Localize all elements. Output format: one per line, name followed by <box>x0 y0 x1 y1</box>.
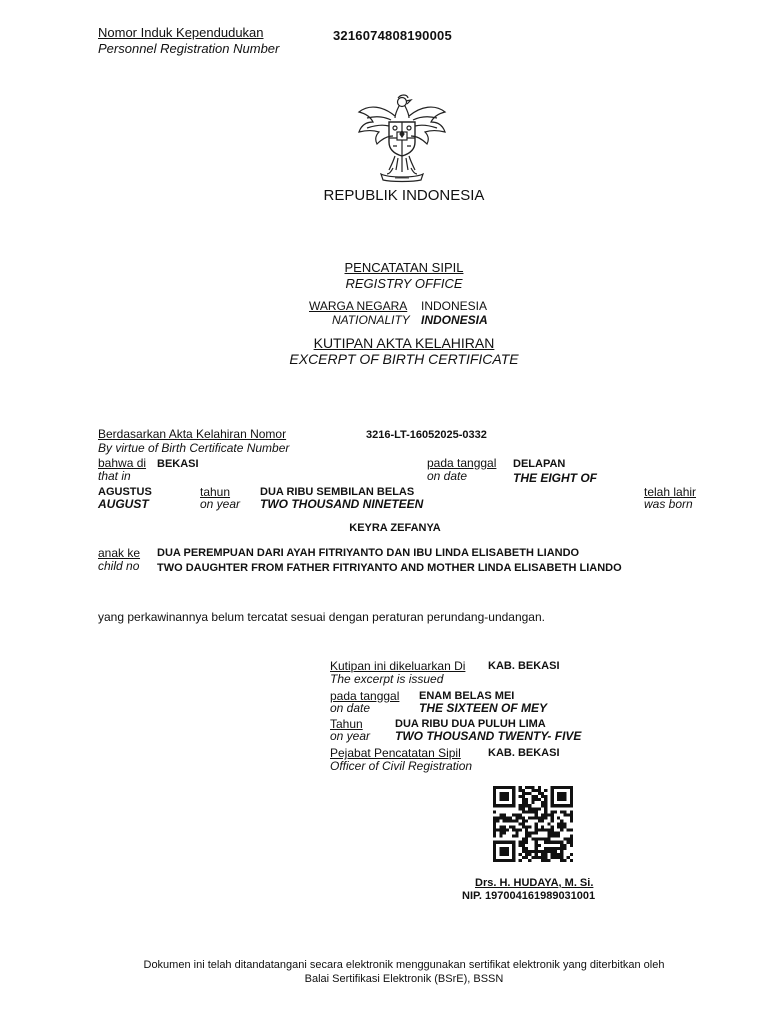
footer-line-2: Balai Sertifikasi Elektronik (BSrE), BSSN <box>304 973 504 985</box>
doc-title-en: EXCERPT OF BIRTH CERTIFICATE <box>289 351 519 367</box>
year-label: tahun <box>200 485 231 499</box>
issued-label: Kutipan ini dikeluarkan Di <box>330 659 466 673</box>
marriage-note: yang perkawinannya belum tercatat sesuai dengan peraturan perundang-undangan. <box>98 610 545 624</box>
nik-label-en: Personnel Registration Number <box>98 41 280 56</box>
child-value: DUA PEREMPUAN DARI AYAH FITRIYANTO DAN IBU LINDA ELISABETH LIANDO <box>157 547 580 559</box>
country-title: REPUBLIK INDONESIA <box>323 187 485 204</box>
issue-year-value-en: TWO THOUSAND TWENTY- FIVE <box>395 729 582 743</box>
issue-date-label-en: on date <box>330 701 371 715</box>
footer-line-1: Dokumen ini telah ditandatangani secara elektronik menggunakan sertifikat elektronik yang diterbitkan oleh <box>143 959 665 971</box>
date-label-en: on date <box>427 469 468 483</box>
place-label: bahwa di <box>98 456 147 470</box>
issued-label-en: The excerpt is issued <box>330 672 444 686</box>
nationality-value-en: INDONESIA <box>421 313 488 327</box>
born-label-en: was born <box>644 497 693 511</box>
place-value: BEKASI <box>157 458 199 470</box>
officer-value: KAB. BEKASI <box>488 747 560 759</box>
issue-date-label: pada tanggal <box>330 689 400 703</box>
issue-year-label: Tahun <box>330 717 363 731</box>
year-label-en: on year <box>200 497 241 511</box>
child-label: anak ke <box>98 546 141 560</box>
cert-number: 3216-LT-16052025-0332 <box>366 429 487 441</box>
child-label-en: child no <box>98 559 140 573</box>
officer-label-en: Officer of Civil Registration <box>330 759 473 773</box>
issue-year-value: DUA RIBU DUA PULUH LIMA <box>395 718 546 730</box>
office-title-en: REGISTRY OFFICE <box>345 276 463 291</box>
child-value-en: TWO DAUGHTER FROM FATHER FITRIYANTO AND MOTHER LINDA ELISABETH LIANDO <box>157 562 622 574</box>
signer-name: Drs. H. HUDAYA, M. Si. <box>475 877 594 889</box>
officer-label: Pejabat Pencatatan Sipil <box>330 746 461 760</box>
nationality-label-en: NATIONALITY <box>332 313 410 327</box>
year-value-en: TWO THOUSAND NINETEEN <box>260 497 424 511</box>
signer-nip: NIP. 197004161989031001 <box>462 890 596 902</box>
office-title: PENCATATAN SIPIL <box>344 260 464 275</box>
doc-title: KUTIPAN AKTA KELAHIRAN <box>313 335 495 351</box>
month-value-en: AUGUST <box>98 497 149 511</box>
qr-code-icon <box>493 786 573 862</box>
issue-year-label-en: on year <box>330 729 371 743</box>
issued-value: KAB. BEKASI <box>488 660 560 672</box>
child-name: KEYRA ZEFANYA <box>349 522 441 534</box>
cert-label-en: By virtue of Birth Certificate Number <box>98 441 290 455</box>
date-label: pada tanggal <box>427 456 497 470</box>
month-value: AGUSTUS <box>98 486 152 498</box>
place-label-en: that in <box>98 469 131 483</box>
day-value-en: THE EIGHT OF <box>513 471 597 485</box>
born-label: telah lahir <box>644 485 697 499</box>
garuda-emblem-icon <box>355 92 449 184</box>
issue-date-value: ENAM BELAS MEI <box>419 690 515 702</box>
nik-label: Nomor Induk Kependudukan <box>98 25 264 40</box>
nik-value: 3216074808190005 <box>333 28 452 43</box>
nationality-label: WARGA NEGARA <box>309 299 408 313</box>
year-value: DUA RIBU SEMBILAN BELAS <box>260 486 415 498</box>
nationality-value: INDONESIA <box>421 299 488 313</box>
day-value: DELAPAN <box>513 458 566 470</box>
cert-label: Berdasarkan Akta Kelahiran Nomor <box>98 427 287 441</box>
issue-date-value-en: THE SIXTEEN OF MEY <box>419 701 548 715</box>
